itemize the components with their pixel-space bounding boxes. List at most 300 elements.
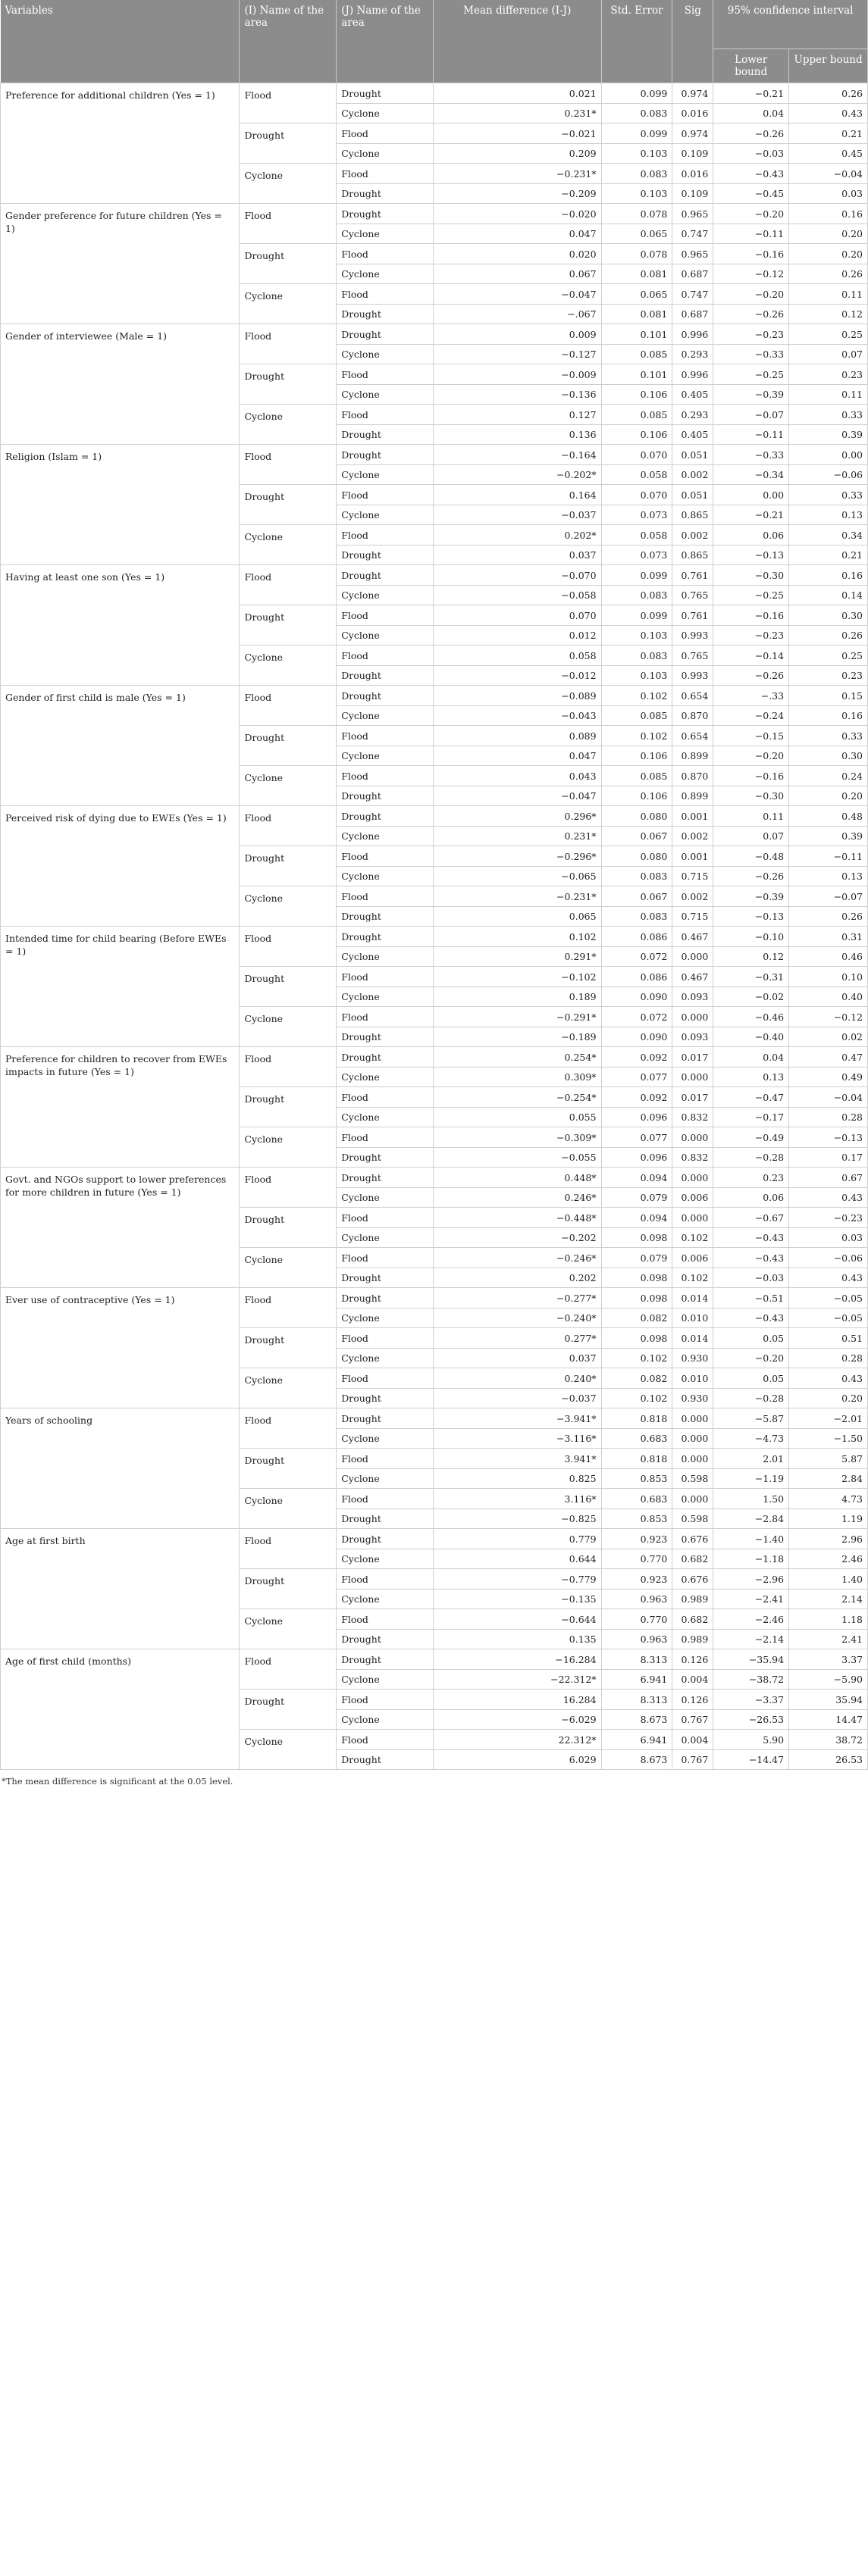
sig-cell: 0.126 <box>672 1649 713 1670</box>
header-std-error: Std. Error <box>601 0 672 83</box>
i-area-cell: Drought <box>240 967 337 1007</box>
lower-bound-cell: −0.26 <box>713 665 789 686</box>
sig-cell: 0.676 <box>672 1529 713 1549</box>
upper-bound-cell: 2.46 <box>789 1549 868 1569</box>
sig-cell: 0.001 <box>672 846 713 867</box>
std-error-cell: 0.090 <box>601 986 672 1007</box>
std-error-cell: 0.096 <box>601 1147 672 1168</box>
std-error-cell: 0.853 <box>601 1508 672 1529</box>
j-area-cell: Drought <box>337 183 434 204</box>
i-area-cell: Flood <box>240 324 337 364</box>
j-area-cell: Cyclone <box>337 746 434 766</box>
upper-bound-cell: 0.25 <box>789 324 868 345</box>
sig-cell: 0.293 <box>672 344 713 364</box>
upper-bound-cell: 0.10 <box>789 967 868 987</box>
lower-bound-cell: −35.94 <box>713 1649 789 1670</box>
std-error-cell: 0.683 <box>601 1489 672 1509</box>
lower-bound-cell: 0.13 <box>713 1067 789 1087</box>
sig-cell: 0.930 <box>672 1388 713 1408</box>
j-area-cell: Cyclone <box>337 1227 434 1248</box>
std-error-cell: 0.098 <box>601 1227 672 1248</box>
upper-bound-cell: 0.21 <box>789 545 868 565</box>
std-error-cell: 0.102 <box>601 686 672 706</box>
lower-bound-cell: −0.31 <box>713 967 789 987</box>
table-row <box>1 565 868 586</box>
lower-bound-cell: 2.01 <box>713 1449 789 1469</box>
sig-cell: 0.001 <box>672 806 713 827</box>
std-error-cell: 0.923 <box>601 1529 672 1549</box>
mean-difference-cell: −0.825 <box>433 1508 601 1529</box>
upper-bound-cell: −0.04 <box>789 1087 868 1108</box>
sig-cell: 0.687 <box>672 264 713 284</box>
upper-bound-cell: 0.16 <box>789 565 868 586</box>
mean-difference-cell: −0.020 <box>433 204 601 224</box>
j-area-cell: Drought <box>337 1268 434 1288</box>
i-area-cell: Cyclone <box>240 1127 337 1168</box>
upper-bound-cell: 0.33 <box>789 726 868 746</box>
std-error-cell: 0.086 <box>601 927 672 947</box>
std-error-cell: 0.098 <box>601 1328 672 1349</box>
lower-bound-cell: −0.23 <box>713 324 789 345</box>
lower-bound-cell: −0.48 <box>713 846 789 867</box>
mean-difference-cell: 3.116* <box>433 1489 601 1509</box>
upper-bound-cell: 2.41 <box>789 1629 868 1649</box>
j-area-cell: Drought <box>337 686 434 706</box>
i-area-cell: Drought <box>240 485 337 525</box>
j-area-cell: Drought <box>337 83 434 104</box>
sig-cell: 0.974 <box>672 83 713 104</box>
mean-difference-cell: 0.067 <box>433 264 601 284</box>
mean-difference-cell: −0.296* <box>433 846 601 867</box>
sig-cell: 0.930 <box>672 1348 713 1368</box>
lower-bound-cell: −0.23 <box>713 625 789 646</box>
table-row <box>1 1649 868 1670</box>
upper-bound-cell: 0.11 <box>789 284 868 305</box>
upper-bound-cell: 0.11 <box>789 384 868 405</box>
lower-bound-cell: −0.43 <box>713 1227 789 1248</box>
lower-bound-cell: −5.87 <box>713 1408 789 1429</box>
std-error-cell: 0.067 <box>601 826 672 846</box>
mean-difference-cell: −6.029 <box>433 1709 601 1730</box>
j-area-cell: Flood <box>337 1690 434 1710</box>
upper-bound-cell: 0.39 <box>789 826 868 846</box>
i-area-cell: Flood <box>240 806 337 846</box>
sig-cell: 0.109 <box>672 183 713 204</box>
sig-cell: 0.715 <box>672 906 713 927</box>
table-header <box>1 0 868 83</box>
upper-bound-cell: 0.49 <box>789 1067 868 1087</box>
j-area-cell: Cyclone <box>337 705 434 726</box>
sig-cell: 0.989 <box>672 1629 713 1649</box>
sig-cell: 0.715 <box>672 866 713 886</box>
variable-name: Age at first birth <box>1 1529 240 1649</box>
sig-cell: 0.974 <box>672 123 713 144</box>
j-area-cell: Flood <box>337 1449 434 1469</box>
lower-bound-cell: −0.14 <box>713 646 789 666</box>
upper-bound-cell: 0.26 <box>789 264 868 284</box>
i-area-cell: Drought <box>240 1087 337 1127</box>
upper-bound-cell: 26.53 <box>789 1749 868 1770</box>
mean-difference-cell: 0.055 <box>433 1107 601 1127</box>
sig-cell: 0.126 <box>672 1690 713 1710</box>
j-area-cell: Drought <box>337 1168 434 1188</box>
lower-bound-cell: 0.04 <box>713 103 789 123</box>
j-area-cell: Cyclone <box>337 1709 434 1730</box>
upper-bound-cell: 0.48 <box>789 806 868 827</box>
lower-bound-cell: −0.39 <box>713 886 789 907</box>
std-error-cell: 0.106 <box>601 384 672 405</box>
lower-bound-cell: −0.07 <box>713 405 789 425</box>
std-error-cell: 0.078 <box>601 204 672 224</box>
sig-cell: 0.006 <box>672 1248 713 1268</box>
sig-cell: 0.654 <box>672 726 713 746</box>
upper-bound-cell: 14.47 <box>789 1709 868 1730</box>
upper-bound-cell: 0.16 <box>789 705 868 726</box>
lower-bound-cell: −0.17 <box>713 1107 789 1127</box>
std-error-cell: 0.083 <box>601 103 672 123</box>
lower-bound-cell: −0.25 <box>713 585 789 605</box>
lower-bound-cell: −0.43 <box>713 1248 789 1268</box>
std-error-cell: 0.853 <box>601 1468 672 1489</box>
lower-bound-cell: −1.18 <box>713 1549 789 1569</box>
mean-difference-cell: 0.070 <box>433 605 601 626</box>
sig-cell: 0.676 <box>672 1569 713 1590</box>
j-area-cell: Flood <box>337 766 434 786</box>
mean-difference-cell: −0.037 <box>433 1388 601 1408</box>
j-area-cell: Cyclone <box>337 1669 434 1690</box>
mean-difference-cell: 0.047 <box>433 224 601 244</box>
upper-bound-cell: −0.06 <box>789 1248 868 1268</box>
upper-bound-cell: 0.23 <box>789 364 868 385</box>
std-error-cell: 0.102 <box>601 1348 672 1368</box>
upper-bound-cell: 0.40 <box>789 986 868 1007</box>
mean-difference-cell: 0.254* <box>433 1047 601 1068</box>
i-area-cell: Drought <box>240 1569 337 1609</box>
std-error-cell: 0.090 <box>601 1027 672 1047</box>
sig-cell: 0.010 <box>672 1308 713 1328</box>
upper-bound-cell: 0.20 <box>789 244 868 264</box>
mean-difference-cell: 0.246* <box>433 1187 601 1208</box>
i-area-cell: Cyclone <box>240 886 337 927</box>
mean-difference-cell: 0.164 <box>433 485 601 505</box>
std-error-cell: 0.099 <box>601 83 672 104</box>
std-error-cell: 0.081 <box>601 264 672 284</box>
j-area-cell: Flood <box>337 123 434 144</box>
mean-difference-cell: 0.058 <box>433 646 601 666</box>
lower-bound-cell: −.33 <box>713 686 789 706</box>
upper-bound-cell: 0.43 <box>789 1268 868 1288</box>
j-area-cell: Cyclone <box>337 384 434 405</box>
j-area-cell: Cyclone <box>337 1187 434 1208</box>
std-error-cell: 0.085 <box>601 405 672 425</box>
sig-cell: 0.006 <box>672 1187 713 1208</box>
sig-cell: 0.832 <box>672 1147 713 1168</box>
variable-name: Gender of first child is male (Yes = 1) <box>1 686 240 806</box>
i-area-cell: Drought <box>240 123 337 164</box>
mean-difference-cell: 0.043 <box>433 766 601 786</box>
mean-difference-cell: 0.779 <box>433 1529 601 1549</box>
upper-bound-cell: 0.13 <box>789 866 868 886</box>
sig-cell: 0.000 <box>672 1428 713 1449</box>
header-j-area: (J) Name of the area <box>337 0 434 83</box>
upper-bound-cell: −0.13 <box>789 1127 868 1148</box>
std-error-cell: 0.094 <box>601 1168 672 1188</box>
header-lower-bound: Lower bound <box>713 49 789 83</box>
mean-difference-cell: −0.164 <box>433 445 601 465</box>
j-area-cell: Cyclone <box>337 264 434 284</box>
sig-cell: 0.000 <box>672 1127 713 1148</box>
j-area-cell: Flood <box>337 605 434 626</box>
i-area-cell: Flood <box>240 927 337 967</box>
std-error-cell: 0.102 <box>601 726 672 746</box>
lower-bound-cell: −0.20 <box>713 1348 789 1368</box>
header-upper-bound: Upper bound <box>789 49 868 83</box>
lower-bound-cell: −2.46 <box>713 1609 789 1630</box>
std-error-cell: 8.313 <box>601 1649 672 1670</box>
lower-bound-cell: −0.11 <box>713 224 789 244</box>
mean-difference-cell: −0.089 <box>433 686 601 706</box>
std-error-cell: 0.082 <box>601 1308 672 1328</box>
j-area-cell: Cyclone <box>337 1428 434 1449</box>
sig-cell: 0.747 <box>672 284 713 305</box>
sig-cell: 0.993 <box>672 665 713 686</box>
mean-difference-cell: 0.296* <box>433 806 601 827</box>
j-area-cell: Flood <box>337 284 434 305</box>
upper-bound-cell: 0.30 <box>789 746 868 766</box>
j-area-cell: Flood <box>337 485 434 505</box>
sig-cell: 0.467 <box>672 967 713 987</box>
mean-difference-cell: −0.448* <box>433 1208 601 1228</box>
i-area-cell: Flood <box>240 1288 337 1328</box>
upper-bound-cell: 0.26 <box>789 83 868 104</box>
std-error-cell: 0.058 <box>601 464 672 485</box>
lower-bound-cell: −0.51 <box>713 1288 789 1308</box>
sig-cell: 0.051 <box>672 485 713 505</box>
variable-name: Intended time for child bearing (Before EWEs = 1) <box>1 927 240 1047</box>
upper-bound-cell: 2.14 <box>789 1589 868 1609</box>
upper-bound-cell: 0.14 <box>789 585 868 605</box>
lower-bound-cell: −0.26 <box>713 304 789 324</box>
mean-difference-cell: 0.037 <box>433 545 601 565</box>
sig-cell: 0.017 <box>672 1047 713 1068</box>
j-area-cell: Flood <box>337 726 434 746</box>
upper-bound-cell: 0.20 <box>789 224 868 244</box>
std-error-cell: 0.096 <box>601 1107 672 1127</box>
lower-bound-cell: −2.14 <box>713 1629 789 1649</box>
upper-bound-cell: 0.12 <box>789 304 868 324</box>
j-area-cell: Cyclone <box>337 1107 434 1127</box>
upper-bound-cell: 0.67 <box>789 1168 868 1188</box>
j-area-cell: Cyclone <box>337 585 434 605</box>
j-area-cell: Cyclone <box>337 946 434 967</box>
j-area-cell: Drought <box>337 1508 434 1529</box>
std-error-cell: 0.072 <box>601 1007 672 1027</box>
variable-name: Having at least one son (Yes = 1) <box>1 565 240 686</box>
lower-bound-cell: −0.25 <box>713 364 789 385</box>
lower-bound-cell: −0.03 <box>713 1268 789 1288</box>
upper-bound-cell: 35.94 <box>789 1690 868 1710</box>
j-area-cell: Drought <box>337 324 434 345</box>
sig-cell: 0.002 <box>672 886 713 907</box>
table-row <box>1 1168 868 1188</box>
j-area-cell: Drought <box>337 1649 434 1670</box>
j-area-cell: Flood <box>337 525 434 546</box>
mean-difference-cell: −0.070 <box>433 565 601 586</box>
upper-bound-cell: 0.26 <box>789 906 868 927</box>
mean-difference-cell: 6.029 <box>433 1749 601 1770</box>
mean-difference-cell: 0.231* <box>433 826 601 846</box>
j-area-cell: Flood <box>337 1087 434 1108</box>
table-row <box>1 204 868 224</box>
std-error-cell: 0.106 <box>601 746 672 766</box>
mean-difference-cell: −3.941* <box>433 1408 601 1429</box>
sig-cell: 0.002 <box>672 525 713 546</box>
i-area-cell: Flood <box>240 445 337 485</box>
j-area-cell: Cyclone <box>337 826 434 846</box>
sig-cell: 0.767 <box>672 1749 713 1770</box>
j-area-cell: Drought <box>337 565 434 586</box>
j-area-cell: Drought <box>337 1288 434 1308</box>
j-area-cell: Cyclone <box>337 986 434 1007</box>
i-area-cell: Drought <box>240 244 337 284</box>
variable-name: Years of schooling <box>1 1408 240 1529</box>
i-area-cell: Flood <box>240 1047 337 1087</box>
j-area-cell: Cyclone <box>337 344 434 364</box>
lower-bound-cell: −0.10 <box>713 927 789 947</box>
upper-bound-cell: 0.02 <box>789 1027 868 1047</box>
lower-bound-cell: −14.47 <box>713 1749 789 1770</box>
std-error-cell: 0.080 <box>601 806 672 827</box>
j-area-cell: Drought <box>337 906 434 927</box>
lower-bound-cell: −0.30 <box>713 565 789 586</box>
upper-bound-cell: 1.40 <box>789 1569 868 1590</box>
mean-difference-cell: 0.309* <box>433 1067 601 1087</box>
upper-bound-cell: 0.13 <box>789 505 868 525</box>
std-error-cell: 8.313 <box>601 1690 672 1710</box>
j-area-cell: Flood <box>337 1609 434 1630</box>
j-area-cell: Drought <box>337 1047 434 1068</box>
j-area-cell: Drought <box>337 1147 434 1168</box>
upper-bound-cell: 0.03 <box>789 1227 868 1248</box>
mean-difference-cell: 3.941* <box>433 1449 601 1469</box>
std-error-cell: 0.083 <box>601 164 672 184</box>
mean-difference-cell: 0.020 <box>433 244 601 264</box>
i-area-cell: Cyclone <box>240 284 337 324</box>
lower-bound-cell: 0.05 <box>713 1368 789 1389</box>
mean-difference-cell: −0.043 <box>433 705 601 726</box>
mean-difference-cell: −0.058 <box>433 585 601 605</box>
std-error-cell: 0.099 <box>601 565 672 586</box>
lower-bound-cell: 0.05 <box>713 1328 789 1349</box>
sig-cell: 0.000 <box>672 946 713 967</box>
sig-cell: 0.000 <box>672 1067 713 1087</box>
upper-bound-cell: 0.47 <box>789 1047 868 1068</box>
mean-difference-cell: −.067 <box>433 304 601 324</box>
i-area-cell: Flood <box>240 1529 337 1569</box>
upper-bound-cell: −0.23 <box>789 1208 868 1228</box>
j-area-cell: Drought <box>337 665 434 686</box>
upper-bound-cell: 0.33 <box>789 485 868 505</box>
sig-cell: 0.014 <box>672 1328 713 1349</box>
j-area-cell: Cyclone <box>337 464 434 485</box>
i-area-cell: Flood <box>240 565 337 605</box>
mean-difference-cell: −3.116* <box>433 1428 601 1449</box>
std-error-cell: 0.101 <box>601 324 672 345</box>
mean-difference-cell: −0.135 <box>433 1589 601 1609</box>
i-area-cell: Drought <box>240 726 337 766</box>
lower-bound-cell: −0.13 <box>713 545 789 565</box>
j-area-cell: Drought <box>337 424 434 445</box>
std-error-cell: 0.099 <box>601 605 672 626</box>
j-area-cell: Drought <box>337 1749 434 1770</box>
sig-cell: 0.405 <box>672 424 713 445</box>
sig-cell: 0.004 <box>672 1730 713 1750</box>
lower-bound-cell: −1.19 <box>713 1468 789 1489</box>
mean-difference-cell: 0.209 <box>433 143 601 164</box>
std-error-cell: 0.070 <box>601 445 672 465</box>
lower-bound-cell: 0.04 <box>713 1047 789 1068</box>
j-area-cell: Flood <box>337 164 434 184</box>
lower-bound-cell: −0.43 <box>713 1308 789 1328</box>
lower-bound-cell: −0.46 <box>713 1007 789 1027</box>
mean-difference-cell: 0.448* <box>433 1168 601 1188</box>
table-row <box>1 1529 868 1549</box>
i-area-cell: Drought <box>240 1690 337 1730</box>
std-error-cell: 0.081 <box>601 304 672 324</box>
sig-cell: 0.000 <box>672 1208 713 1228</box>
j-area-cell: Flood <box>337 1569 434 1590</box>
upper-bound-cell: 3.37 <box>789 1649 868 1670</box>
mean-difference-cell: −0.309* <box>433 1127 601 1148</box>
std-error-cell: 0.092 <box>601 1087 672 1108</box>
i-area-cell: Cyclone <box>240 1609 337 1649</box>
j-area-cell: Cyclone <box>337 1468 434 1489</box>
header-sig: Sig <box>672 0 713 83</box>
sig-cell: 0.016 <box>672 103 713 123</box>
lower-bound-cell: −2.84 <box>713 1508 789 1529</box>
std-error-cell: 0.079 <box>601 1187 672 1208</box>
mean-difference-cell: −22.312* <box>433 1669 601 1690</box>
std-error-cell: 0.683 <box>601 1428 672 1449</box>
i-area-cell: Cyclone <box>240 1489 337 1529</box>
j-area-cell: Drought <box>337 1408 434 1429</box>
sig-cell: 0.865 <box>672 545 713 565</box>
std-error-cell: 0.085 <box>601 766 672 786</box>
sig-cell: 0.761 <box>672 605 713 626</box>
std-error-cell: 0.099 <box>601 123 672 144</box>
j-area-cell: Drought <box>337 445 434 465</box>
i-area-cell: Flood <box>240 686 337 726</box>
variable-name: Age of first child (months) <box>1 1649 240 1770</box>
sig-cell: 0.761 <box>672 565 713 586</box>
sig-cell: 0.000 <box>672 1168 713 1188</box>
lower-bound-cell: −0.45 <box>713 183 789 204</box>
sig-cell: 0.000 <box>672 1449 713 1469</box>
sig-cell: 0.016 <box>672 164 713 184</box>
mean-difference-cell: 0.009 <box>433 324 601 345</box>
mean-difference-cell: −0.037 <box>433 505 601 525</box>
i-area-cell: Cyclone <box>240 1368 337 1408</box>
std-error-cell: 0.101 <box>601 364 672 385</box>
i-area-cell: Cyclone <box>240 646 337 686</box>
mean-difference-cell: 0.202 <box>433 1268 601 1288</box>
table-row <box>1 1047 868 1068</box>
i-area-cell: Flood <box>240 204 337 244</box>
header-variables: Variables <box>1 0 240 83</box>
i-area-cell: Cyclone <box>240 1007 337 1047</box>
lower-bound-cell: −0.02 <box>713 986 789 1007</box>
sig-cell: 0.682 <box>672 1549 713 1569</box>
